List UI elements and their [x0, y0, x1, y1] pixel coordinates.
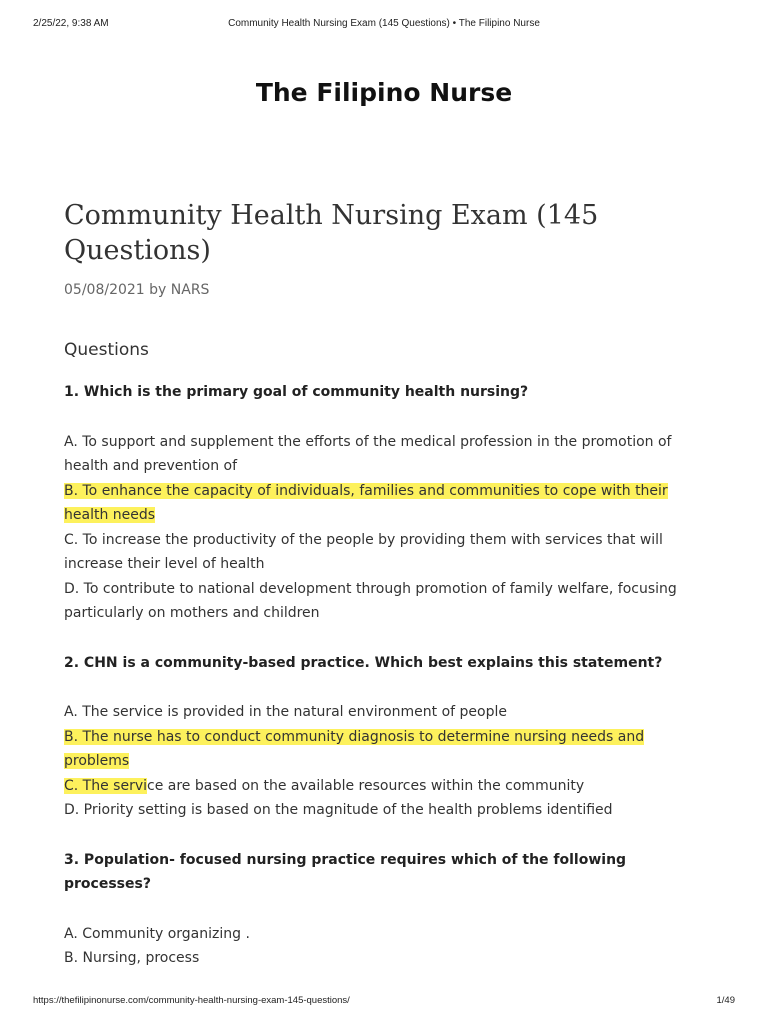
question-2: 2. CHN is a community-based practice. Which best explains this statement? [64, 654, 663, 671]
q2-option-c-highlighted: C. The servi [64, 777, 148, 794]
q3-option-a: A. Community organizing . [64, 925, 250, 942]
q2-option-b-text: B. The nurse has to conduct community diagnosis to determine nursing needs and problems [64, 728, 645, 769]
article-meta [64, 282, 209, 298]
q2-option-b [64, 725, 704, 774]
article-title: Community Health Nursing Exam (145 Questions) [64, 200, 599, 266]
print-footer [0, 995, 768, 1009]
question-1-options [64, 430, 704, 626]
q3-option-b: B. Nursing, process [64, 950, 200, 966]
q1-option-a: A. To support and supplement the efforts of the medical profession in the promotion of health and prevention of [64, 433, 672, 474]
q1-option-c: C. To increase the productivity of the people by providing them with services that will increase their level of health [64, 531, 663, 572]
page-number: 1/49 [716, 995, 735, 1006]
q1-option-d: D. To contribute to national development through promotion of family welfare, focusing particularly on mothers and children [64, 580, 677, 621]
q2-option-a: A. The service is provided in the natural environment of people [64, 704, 508, 720]
print-page-title: Community Health Nursing Exam (145 Questions) • The Filipino Nurse [228, 18, 540, 29]
questions-list [64, 380, 704, 996]
print-header [0, 18, 768, 32]
question-1: 1. Which is the primary goal of community health nursing? [64, 384, 529, 400]
q2-option-c-rest: ce are based on the available resources within the community [147, 777, 585, 794]
q2-option-d: D. Priority setting is based on the magnitude of the health problems identified [64, 802, 613, 818]
question-3: 3. Population- focused nursing practice requires which of the following processes? [64, 851, 627, 892]
section-heading: Questions [64, 340, 149, 360]
question-3-options [64, 922, 704, 971]
page-url[interactable]: https://thefilipinonurse.com/community-health-nursing-exam-145-questions/ [33, 995, 350, 1006]
q1-option-b [64, 479, 704, 528]
article-author[interactable]: NARS [170, 282, 210, 298]
question-2-options [64, 700, 704, 823]
q2-option-c [64, 774, 704, 799]
article-date: 05/08/2021 [64, 282, 145, 298]
byline-prefix: by [149, 282, 167, 298]
print-timestamp: 2/25/22, 9:38 AM [33, 18, 109, 29]
q1-option-b-text: B. To enhance the capacity of individuals, families and communities to cope with their health needs [64, 482, 668, 523]
site-title[interactable]: The Filipino Nurse [255, 78, 513, 107]
